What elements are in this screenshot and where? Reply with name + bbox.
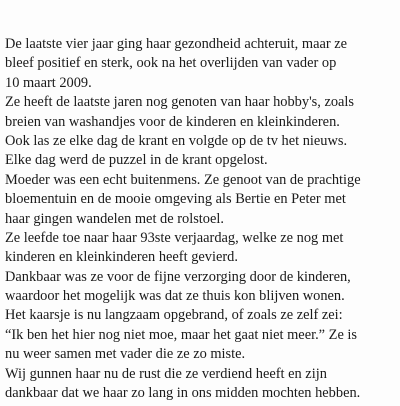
text-line: Ze heeft de laatste jaren nog genoten van haar hobby's, zoals — [5, 94, 355, 111]
text-line: nu weer samen met vader die ze zo miste. — [5, 346, 246, 363]
text-line: haar gingen wandelen met de rolstoel. — [5, 210, 224, 227]
text-line: “Ik ben het hier nog niet moe, maar het gaat niet meer.” Ze is — [5, 326, 358, 343]
text-line: kinderen en kleinkinderen heeft gevierd. — [5, 249, 238, 266]
text-line: dankbaar dat we haar zo lang in ons midden mochten hebben. — [5, 385, 361, 402]
memorial-text — [5, 35, 397, 403]
text-line: 10 maart 2009. — [5, 74, 92, 91]
text-line: bloementuin en de mooie omgeving als Bertie en Peter met — [5, 191, 346, 208]
text-line: Dankbaar was ze voor de fijne verzorging door de kinderen, — [5, 268, 351, 285]
text-line: De laatste vier jaar ging haar gezondheid achteruit, maar ze — [5, 36, 348, 52]
text-line: Ze leefde toe naar haar 93ste verjaardag, welke ze nog met — [5, 229, 344, 246]
text-line: Wij gunnen haar nu de rust die ze verdiend heeft en zijn — [5, 365, 327, 382]
text-line: Ook las ze elke dag de krant en volgde op de tv het nieuws. — [5, 132, 348, 149]
text-line: Het kaarsje is nu langzaam opgebrand, of zoals ze zelf zei: — [5, 307, 343, 324]
text-line: waardoor het mogelijk was dat ze thuis kon blijven wonen. — [5, 288, 345, 305]
text-line: breien van washandjes voor de kinderen en kleinkinderen. — [5, 113, 340, 130]
text-line: bleef positief en sterk, ook na het overlijden van vader op — [5, 55, 337, 72]
text-line: Elke dag werd de puzzel in de krant opgelost. — [5, 152, 268, 169]
text-line: Moeder was een echt buitenmens. Ze genoot van de prachtige — [5, 171, 361, 188]
